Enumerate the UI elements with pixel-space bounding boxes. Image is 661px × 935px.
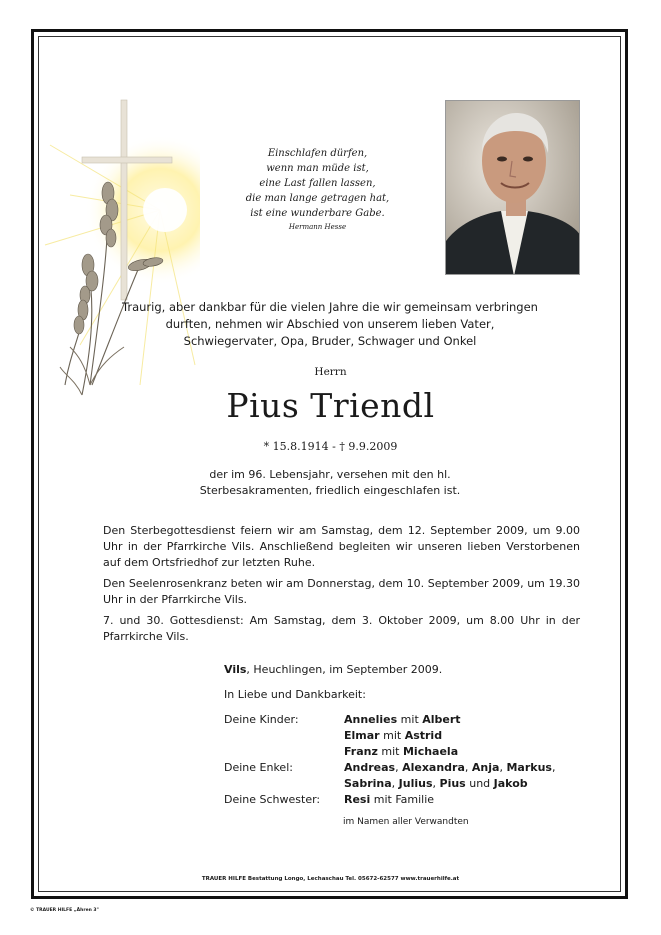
grandchild-names (344, 760, 564, 776)
place-town: Vils (224, 663, 247, 676)
deceased-name: Pius Triendl (226, 386, 435, 425)
intro-line: Schwiegervater, Opa, Bruder, Schwager und Onkel (183, 334, 477, 348)
family-joiner: mit (379, 729, 405, 742)
family-row (224, 712, 564, 728)
service-details (103, 523, 580, 650)
sister-names (344, 792, 564, 808)
family-name: Resi (344, 793, 371, 806)
family-joiner: , (395, 761, 403, 774)
poem-line: eine Last fallen lassen, (259, 178, 376, 189)
family-row (224, 744, 564, 760)
family-joiner: mit Familie (370, 793, 435, 806)
grandchild-names (344, 776, 564, 792)
intro-line: durften, nehmen wir Abschied von unserem lieben Vater, (165, 317, 495, 331)
poem-line: ist eine wunderbare Gabe. (250, 208, 385, 219)
cross-wheat-illustration (40, 85, 200, 405)
relatives-note: im Namen aller Verwandten (343, 817, 469, 827)
undertaker-footer: TRAUER HILFE Bestattung Longo, Lechaschau Tel. 05672-62577 www.trauerhilfe.at (201, 876, 460, 882)
family-name: Michaela (402, 745, 459, 758)
family-name: Julius (398, 777, 433, 790)
sister-label: Deine Schwester: (224, 793, 321, 806)
family-name: Elmar (344, 729, 380, 742)
intro-line: Traurig, aber dankbar für die vielen Jahre die wir gemeinsam verbringen (122, 300, 538, 314)
intro-text (120, 299, 540, 350)
poem-line: wenn man müde ist, (266, 163, 369, 174)
design-credit: © TRAUER HILFE „Ähren 3" (30, 908, 99, 913)
poem-author: Hermann Hesse (288, 223, 347, 231)
family-list (224, 712, 564, 808)
family-row (224, 728, 564, 744)
family-row (224, 776, 564, 792)
passing-line: der im 96. Lebensjahr, versehen mit den hl. (209, 468, 451, 481)
family-joiner: , (391, 777, 399, 790)
closing-greeting: In Liebe und Dankbarkeit: (224, 688, 366, 701)
family-name: Pius (439, 777, 466, 790)
family-joiner: , (432, 777, 440, 790)
family-joiner: , (499, 761, 507, 774)
child-names (344, 744, 564, 760)
family-name: Markus (506, 761, 552, 774)
child-names (344, 728, 564, 744)
poem (240, 146, 395, 234)
family-joiner: und (465, 777, 494, 790)
family-joiner: mit (377, 745, 403, 758)
poem-line: die man lange getragen hat, (245, 193, 390, 204)
family-name: Franz (344, 745, 378, 758)
place-date (224, 663, 442, 676)
family-name: Astrid (404, 729, 443, 742)
family-name: Annelies (344, 713, 398, 726)
rosary-paragraph: Den Seelenrosenkranz beten wir am Donnerstag, dem 10. September 2009, um 19.30 Uhr in der Pfarrkirche Vils. (103, 577, 580, 606)
passing-line: Sterbesakramenten, friedlich eingeschlafen ist. (199, 484, 461, 497)
portrait-photo (445, 100, 580, 275)
family-joiner: mit (397, 713, 423, 726)
family-joiner: , (551, 761, 556, 774)
family-name: Sabrina (344, 777, 392, 790)
family-row (224, 760, 564, 776)
family-name: Jakob (493, 777, 528, 790)
family-row (224, 792, 564, 808)
funeral-service-paragraph: Den Sterbegottesdienst feiern wir am Samstag, dem 12. September 2009, um 9.00 Uhr in der Pfarrkirche Vils. Anschließend begleiten wir unseren lieben Verstorbenen auf dem Ortsfriedhof zur letzten Ruhe. (103, 524, 580, 569)
family-name: Albert (422, 713, 461, 726)
family-name: Anja (471, 761, 500, 774)
grandchildren-label: Deine Enkel: (224, 761, 293, 774)
poem-line: Einschlafen dürfen, (267, 148, 368, 159)
passing-text (120, 467, 540, 499)
child-names (344, 712, 564, 728)
family-joiner: , (464, 761, 472, 774)
family-name: Alexandra (402, 761, 465, 774)
family-name: Andreas (344, 761, 396, 774)
life-dates: * 15.8.1914 - † 9.9.2009 (263, 440, 398, 453)
children-label: Deine Kinder: (224, 713, 299, 726)
memorial-mass-paragraph: 7. und 30. Gottesdienst: Am Samstag, dem 3. Oktober 2009, um 8.00 Uhr in der Pfarrkirche Vils. (103, 614, 580, 643)
salutation: Herrn (314, 366, 347, 378)
place-rest: , Heuchlingen, im September 2009. (246, 663, 443, 676)
